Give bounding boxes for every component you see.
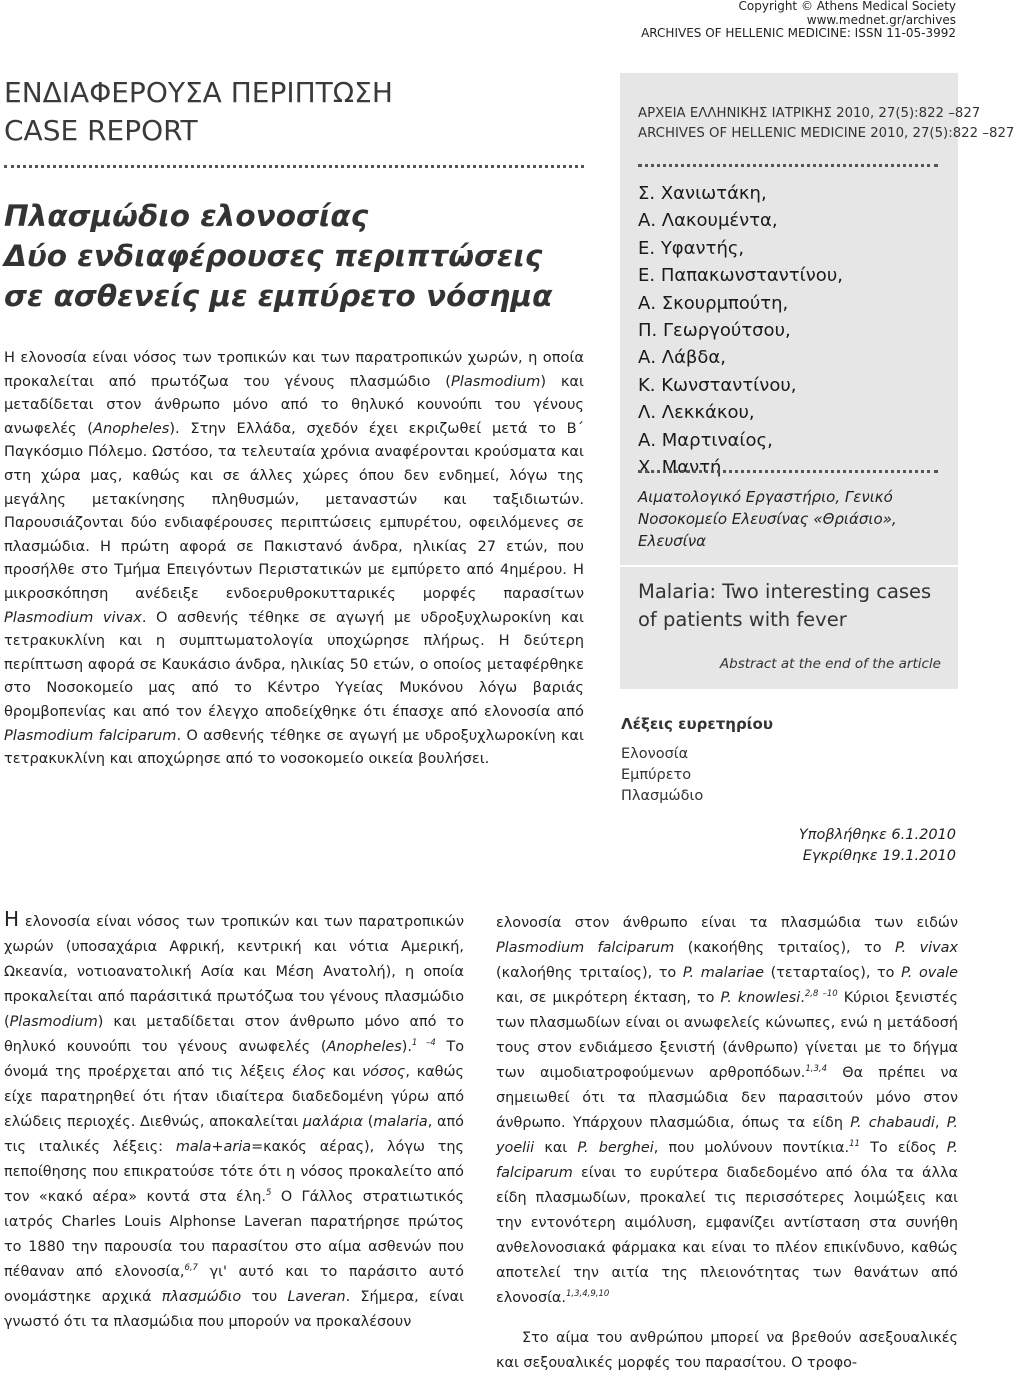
author-item: Α. Μαρτιναίος, [638, 429, 773, 451]
author-item: Χ. Μαντή [638, 457, 722, 479]
abstract-note[interactable]: Abstract at the end of the article [719, 656, 941, 672]
body-column-1: Η ελονοσία είναι νόσος των τροπικών και των παρατροπικών χωρών (υποσαχάρια Αφρική, κεντρική και νότια Αμερική, Ωκεανία, νοτιοανατολική Ασία και Μέση Ανατολή), η οποία προκαλείται από παράσιτικά πρωτόζωα του γένους πλασμώδιο (Plasmodium) και μεταδίδεται στον άνθρωπο μόνο από το θηλυκό κουνούπι του γένους ανωφελές (Anopheles).$^{1 -4}$ Το όνομά της προέρχεται από τις λέξεις έλος και νόσος, καθώς είχε παρατηρηθεί ότι ήταν ιδιαίτερα διαδεδομένη γύρω από ελώδεις περιοχές. Διεθνώς, αποκαλείται μαλάρια (malaria, από τις ιταλικές λέξεις: mala+aria=κακός αέρας), λόγω της πεποίθησης που επικρατούσε τότε ότι η νόσος προκαλείτο από τον «κακό αέρα» κοντά στα έλη.$^5$ Ο Γάλλος στρατιωτικός ιατρός Charles Louis Alphonse Laveran παρατήρησε πρώτος το 1880 την παρουσία του παρασίτου στο αίμα ασθενών που πέθαναν από ελονοσία,$^{6,7}$ γι' αυτό και το παράσιτο αυτό ονομάστηκε αρχικά πλασμώδιο του Laveran. Σήμερα, είναι γνωστό ότι τα πλασμώδια που μπορούν να προκαλέσουν [4, 907, 465, 1330]
author-item: Α. Λακουμέντα, [638, 210, 778, 232]
submission-dates [799, 825, 956, 866]
author-list [638, 180, 843, 481]
author-item: Α. Λάβδα, [638, 347, 727, 369]
citation-ref: 11 [849, 1139, 860, 1150]
section-label [4, 74, 393, 150]
keyword-item: Ελονοσία [621, 746, 689, 762]
citation-ref: 6,7 [184, 1263, 198, 1274]
affiliation: Αιματολογικό Εργαστήριο, Γενικό Νοσοκομείο Ελευσίνας «Θριάσιο», Ελευσίνα [638, 488, 897, 550]
greek-abstract: Η ελονοσία είναι νόσος των τροπικών και των παρατροπικών χωρών, η οποία προκαλείται από πρωτόζωα του γένους πλασμώδιο (Plasmodium) και μεταδίδεται στον άνθρωπο μόνο από το θηλυκό κουνούπι του γένους ανωφελές (Anopheles). Στην Ελλάδα, σχεδόν έχει εκριζωθεί μετά το Β΄ Παγκόσμιο Πόλεμο. Ωστόσο, τα τελευταία χρόνια αναφέρονται κρούσματα και στη χώρα μας, καθώς και σε άλλες χώρες όπου δεν ενδημεί, λόγω της μεγάλης μετακίνησης πληθυσμών, μεταναστών και ταξιδιωτών. Παρουσιάζονται δύο ενδιαφέρουσες περιπτώσεις εμπυρέτου, οφειλόμενες σε πλασμώδια. Η πρώτη αφορά σε Πακιστανό άνδρα, ηλικίας 27 ετών, που προσήλθε στο Τμήμα Επειγόντων Περιστατικών με εμπύρετο από 4ημέρου. Η μικροσκόπηση ανέδειξε ενδοερυθροκυτταρικές μορφές παρασίτων Plasmodium vivax. Ο ασθενής τέθηκε σε αγωγή με υδροξυχλωροκίνη και τετρακυκλίνη και η συμπτωματολογία υποχώρησε πλήρως. Η δεύτερη περίπτωση αφορά σε Καυκάσιο άνδρα, ηλικίας 50 ετών, ο οποίος μεταφέρθηκε στο Νοσοκομείο μας από το Κέντρο Υγείας Μυκόνου λόγω βαριάς θρομβοπενίας και από τον έλεγχο αποδείχθηκε ότι έπασχε από ελονοσία από Plasmodium falciparum. Ο ασθενής τέθηκε σε αγωγή με υδροξυχλωροκίνη και τετρακυκλίνη και αποχώρησε από το νοσοκομείο οικεία βουλήσει. [4, 349, 584, 768]
title-line-1: Πλασμώδιο ελονοσίας [4, 199, 369, 233]
citation-ref: 2,8 –10 [804, 989, 838, 1000]
english-title: Malaria: Two interesting cases of patients with fever [638, 580, 932, 631]
citation-english: ARCHIVES OF HELLENIC MEDICINE 2010, 27(5):822 –827 [638, 126, 1014, 141]
author-item: Σ. Χανιωτάκη, [638, 183, 767, 204]
citation-greek: ΑΡΧΕΙΑ ΕΛΛΗΝΙΚΗΣ ΙΑΤΡΙΚΗΣ 2010, 27(5):822 –827 [638, 106, 981, 121]
journal-header [641, 0, 956, 41]
author-item: Κ. Κωνσταντίνου, [638, 374, 797, 396]
author-item: Ε. Παπακωνσταντίνου, [638, 265, 843, 287]
issn-line: ARCHIVES OF HELLENIC MEDICINE: ISSN 11-05-3992 [641, 26, 956, 40]
citation-ref: 1,3,4 [805, 1064, 827, 1075]
citation-ref: 1 –4 [411, 1038, 436, 1049]
author-item: Π. Γεωργούτσου, [638, 320, 791, 342]
accepted-date: Εγκρίθηκε 19.1.2010 [802, 847, 956, 864]
title-divider [4, 165, 584, 168]
citation [638, 104, 1014, 144]
authors-divider-top [638, 164, 938, 167]
drop-cap: Η [4, 907, 20, 931]
citation-ref: 5 [266, 1188, 272, 1199]
section-label-greek: ΕΝΔΙΑΦΕΡΟΥΣΑ ΠΕΡΙΠΤΩΣΗ [4, 76, 393, 109]
author-item: Λ. Λεκκάκου, [638, 402, 755, 424]
journal-url[interactable]: www.mednet.gr/archives [806, 12, 956, 27]
copyright-line: Copyright © Athens Medical Society [738, 0, 956, 13]
keywords-heading: Λέξεις ευρετηρίου [621, 715, 773, 733]
body-paragraph: ελονοσία στον άνθρωπο είναι τα πλασμώδια των ειδών Plasmodium falciparum (κακοήθης τριταίος), το P. vivax (καλοήθης τριταίος), το P. malariae (τεταρταίος), το P. ovale και, σε μικρότερη έκταση, το P. knowlesi.$^{2,8 -10}$ Κύριοι ξενιστές των πλασμωδίων είναι οι ανωφελείς κώνωπες, ενώ η μετάδοσή τους στον ενδιάμεσο ξενιστή (άνθρωπο) γίνεται με το δήγμα των αιμοδιατροφούμενων αρθροπόδων.$^{1,3,4}$ Θα πρέπει να σημειωθεί ότι τα πλασμώδια δεν παρασιτούν μόνο στον άνθρωπο. Υπάρχουν πλασμώδια, όπως τα είδη P. chabaudi, P. yoelii και P. berghei, που μολύνουν ποντίκια.$^{11}$ Το είδος P. falciparum είναι το ευρύτερα διαδεδομένο από όλα τα άλλα είδη πλασμωδίων, προκαλεί τις περισσότερες λοιμώξεις και την εντονότερη αιμόλυση, εμφανίζει αντίσταση στα συνήθη ανθελονοσιακά φάρμακα και είναι το πλέον επικίνδυνο, καθώς αποτελεί την αιτία της πλειονότητας των θανάτων από ελονοσία.$^{1,3,4,9,10}$ [496, 915, 958, 1306]
author-item: Ε. Υφαντής, [638, 237, 745, 259]
keywords-list [621, 744, 703, 807]
article-title [4, 196, 552, 316]
body-paragraph: Στο αίμα του ανθρώπου μπορεί να βρεθούν ασεξουαλικές και σεξουαλικές μορφές του παρασίτου. Ο τροφο- [496, 1330, 958, 1371]
sidebar-rule [620, 565, 958, 567]
section-label-english: CASE REPORT [4, 114, 198, 147]
keyword-item: Πλασμώδιο [621, 788, 704, 804]
body-column-2 [496, 911, 958, 1376]
citation-ref: 1,3,4,9,10 [566, 1289, 610, 1300]
author-item: Α. Σκουρμπούτη, [638, 292, 789, 314]
title-line-2: Δύο ενδιαφέρουσες περιπτώσεις [4, 239, 543, 273]
title-line-3: σε ασθενείς με εμπύρετο νόσημα [4, 279, 553, 313]
authors-divider-bottom [638, 470, 938, 473]
keyword-item: Εμπύρετο [621, 767, 692, 783]
submitted-date: Υποβλήθηκε 6.1.2010 [798, 827, 956, 843]
